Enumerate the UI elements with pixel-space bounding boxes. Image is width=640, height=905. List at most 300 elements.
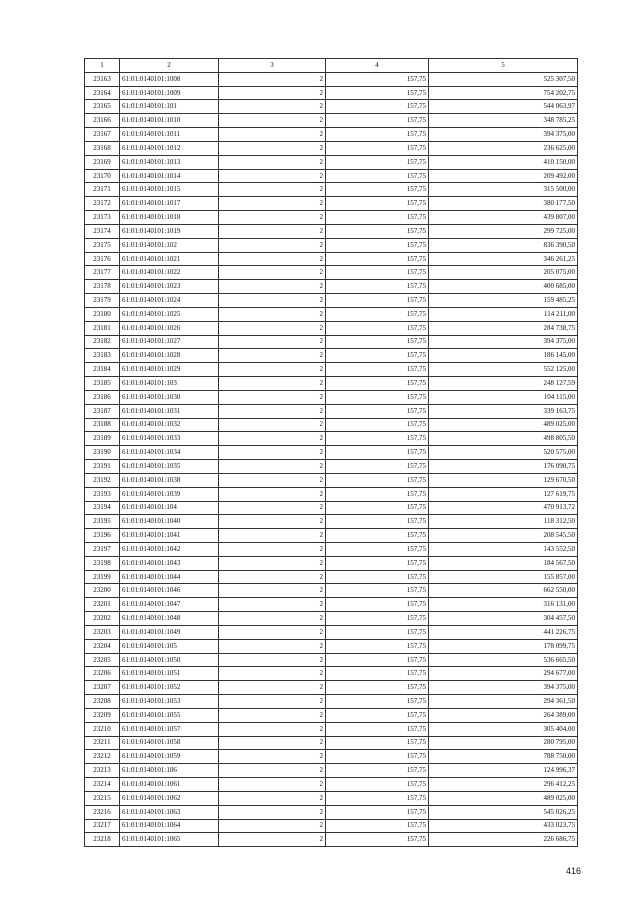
rate-cell: 157,75 [326,764,429,778]
table-row [85,418,578,432]
cadastral-number-cell: 61:01:0140101:1019 [120,224,219,238]
rate-cell: 157,75 [326,100,429,114]
row-number-cell: 23176 [85,252,120,266]
table-row [85,238,578,252]
rate-cell: 157,75 [326,86,429,100]
cadastral-number-cell: 61:01:0140101:1010 [120,114,219,128]
row-number-cell: 23213 [85,764,120,778]
table-row [85,722,578,736]
count-cell: 2 [219,695,326,709]
table-row [85,556,578,570]
table-row [85,542,578,556]
rate-cell: 157,75 [326,584,429,598]
table-row [85,653,578,667]
count-cell: 2 [219,183,326,197]
table-row [85,446,578,460]
count-cell: 2 [219,515,326,529]
value-cell: 294 677,00 [429,667,578,681]
cadastral-number-cell: 61:01:0140101:1053 [120,695,219,709]
rate-cell: 157,75 [326,819,429,833]
table-row [85,114,578,128]
table-row [85,625,578,639]
value-cell: 520 575,00 [429,446,578,460]
cadastral-number-cell: 61:01:0140101:1017 [120,197,219,211]
rate-cell: 157,75 [326,446,429,460]
count-cell: 2 [219,460,326,474]
cadastral-number-cell: 61:01:0140101:105 [120,639,219,653]
count-cell: 2 [219,335,326,349]
table-row [85,307,578,321]
value-cell: 178 099,75 [429,639,578,653]
row-number-cell: 23170 [85,169,120,183]
value-cell: 441 226,75 [429,625,578,639]
table-row [85,169,578,183]
rate-cell: 157,75 [326,377,429,391]
rate-cell: 157,75 [326,667,429,681]
rate-cell: 157,75 [326,653,429,667]
row-number-cell: 23166 [85,114,120,128]
rate-cell: 157,75 [326,169,429,183]
count-cell: 2 [219,542,326,556]
data-table [84,58,578,847]
cadastral-number-cell: 61:01:0140101:1027 [120,335,219,349]
cadastral-number-cell: 61:01:0140101:1014 [120,169,219,183]
rate-cell: 157,75 [326,736,429,750]
row-number-cell: 23180 [85,307,120,321]
row-number-cell: 23182 [85,335,120,349]
value-cell: 498 805,50 [429,432,578,446]
value-cell: 236 625,00 [429,141,578,155]
value-cell: 788 750,00 [429,750,578,764]
rate-cell: 157,75 [326,542,429,556]
cadastral-number-cell: 61:01:0140101:1009 [120,86,219,100]
cadastral-number-cell: 61:01:0140101:1035 [120,460,219,474]
value-cell: 184 567,50 [429,556,578,570]
cadastral-number-cell: 61:01:0140101:1029 [120,363,219,377]
rate-cell: 157,75 [326,72,429,86]
cadastral-number-cell: 61:01:0140101:1047 [120,598,219,612]
cadastral-number-cell: 61:01:0140101:1041 [120,529,219,543]
row-number-cell: 23164 [85,86,120,100]
table-header [85,59,578,73]
row-number-cell: 23198 [85,556,120,570]
row-number-cell: 23177 [85,266,120,280]
count-cell: 2 [219,598,326,612]
table-row [85,86,578,100]
rate-cell: 157,75 [326,487,429,501]
rate-cell: 157,75 [326,224,429,238]
header-row [85,59,578,73]
rate-cell: 157,75 [326,625,429,639]
cadastral-number-cell: 61:01:0140101:1044 [120,570,219,584]
value-cell: 205 075,00 [429,266,578,280]
cadastral-number-cell: 61:01:0140101:1048 [120,612,219,626]
row-number-cell: 23163 [85,72,120,86]
cadastral-number-cell: 61:01:0140101:1049 [120,625,219,639]
count-cell: 2 [219,86,326,100]
column-header-2: 2 [120,59,219,73]
cadastral-number-cell: 61:01:0140101:101 [120,100,219,114]
table-row [85,791,578,805]
count-cell: 2 [219,141,326,155]
table-row [85,183,578,197]
cadastral-number-cell: 61:01:0140101:104 [120,501,219,515]
count-cell: 2 [219,432,326,446]
row-number-cell: 23196 [85,529,120,543]
row-number-cell: 23200 [85,584,120,598]
value-cell: 394 375,00 [429,681,578,695]
row-number-cell: 23197 [85,542,120,556]
table-row [85,155,578,169]
table-row [85,128,578,142]
count-cell: 2 [219,639,326,653]
cadastral-number-cell: 61:01:0140101:1042 [120,542,219,556]
table-row [85,197,578,211]
rate-cell: 157,75 [326,570,429,584]
count-cell: 2 [219,736,326,750]
value-cell: 280 795,00 [429,736,578,750]
value-cell: 662 550,00 [429,584,578,598]
cadastral-number-cell: 61:01:0140101:1015 [120,183,219,197]
count-cell: 2 [219,211,326,225]
table-row [85,280,578,294]
value-cell: 400 685,00 [429,280,578,294]
table-row [85,141,578,155]
row-number-cell: 23181 [85,321,120,335]
table-row [85,805,578,819]
row-number-cell: 23171 [85,183,120,197]
rate-cell: 157,75 [326,833,429,847]
cadastral-number-cell: 61:01:0140101:1033 [120,432,219,446]
row-number-cell: 23175 [85,238,120,252]
count-cell: 2 [219,487,326,501]
count-cell: 2 [219,377,326,391]
count-cell: 2 [219,224,326,238]
cadastral-number-cell: 61:01:0140101:1062 [120,791,219,805]
cadastral-number-cell: 61:01:0140101:1052 [120,681,219,695]
row-number-cell: 23184 [85,363,120,377]
row-number-cell: 23179 [85,294,120,308]
table-row [85,570,578,584]
table-row [85,695,578,709]
rate-cell: 157,75 [326,460,429,474]
rate-cell: 157,75 [326,639,429,653]
row-number-cell: 23189 [85,432,120,446]
rate-cell: 157,75 [326,556,429,570]
row-number-cell: 23203 [85,625,120,639]
table-row [85,639,578,653]
table-row [85,363,578,377]
count-cell: 2 [219,791,326,805]
value-cell: 315 500,00 [429,183,578,197]
rate-cell: 157,75 [326,708,429,722]
value-cell: 410 150,00 [429,155,578,169]
cadastral-number-cell: 61:01:0140101:1064 [120,819,219,833]
value-cell: 143 552,50 [429,542,578,556]
count-cell: 2 [219,363,326,377]
rate-cell: 157,75 [326,321,429,335]
count-cell: 2 [219,667,326,681]
rate-cell: 157,75 [326,529,429,543]
rate-cell: 157,75 [326,501,429,515]
row-number-cell: 23188 [85,418,120,432]
cadastral-number-cell: 61:01:0140101:1023 [120,280,219,294]
value-cell: 129 670,50 [429,473,578,487]
value-cell: 544 063,97 [429,100,578,114]
count-cell: 2 [219,294,326,308]
value-cell: 176 090,75 [429,460,578,474]
rate-cell: 157,75 [326,612,429,626]
value-cell: 155 857,00 [429,570,578,584]
cadastral-number-cell: 61:01:0140101:1018 [120,211,219,225]
table-row [85,252,578,266]
count-cell: 2 [219,833,326,847]
value-cell: 294 361,50 [429,695,578,709]
count-cell: 2 [219,805,326,819]
count-cell: 2 [219,556,326,570]
cadastral-number-cell: 61:01:0140101:1046 [120,584,219,598]
cadastral-number-cell: 61:01:0140101:1011 [120,128,219,142]
rate-cell: 157,75 [326,114,429,128]
value-cell: 348 785,25 [429,114,578,128]
value-cell: 754 202,75 [429,86,578,100]
value-cell: 104 115,00 [429,390,578,404]
cadastral-number-cell: 61:01:0140101:1022 [120,266,219,280]
row-number-cell: 23168 [85,141,120,155]
cadastral-number-cell: 61:01:0140101:1055 [120,708,219,722]
rate-cell: 157,75 [326,750,429,764]
value-cell: 299 725,00 [429,224,578,238]
cadastral-number-cell: 61:01:0140101:1026 [120,321,219,335]
rate-cell: 157,75 [326,722,429,736]
row-number-cell: 23210 [85,722,120,736]
count-cell: 2 [219,390,326,404]
value-cell: 316 131,00 [429,598,578,612]
table-row [85,667,578,681]
cadastral-number-cell: 61:01:0140101:1061 [120,778,219,792]
row-number-cell: 23174 [85,224,120,238]
table-row [85,612,578,626]
count-cell: 2 [219,473,326,487]
table-row [85,501,578,515]
table-row [85,598,578,612]
cadastral-number-cell: 61:01:0140101:1034 [120,446,219,460]
value-cell: 208 545,50 [429,529,578,543]
table-row [85,708,578,722]
value-cell: 264 389,00 [429,708,578,722]
table-row [85,473,578,487]
count-cell: 2 [219,446,326,460]
table-row [85,72,578,86]
rate-cell: 157,75 [326,349,429,363]
table-row [85,736,578,750]
count-cell: 2 [219,266,326,280]
cadastral-number-cell: 61:01:0140101:1040 [120,515,219,529]
cadastral-number-cell: 61:01:0140101:1030 [120,390,219,404]
count-cell: 2 [219,128,326,142]
row-number-cell: 23183 [85,349,120,363]
value-cell: 339 163,75 [429,404,578,418]
value-cell: 489 025,00 [429,418,578,432]
row-number-cell: 23185 [85,377,120,391]
count-cell: 2 [219,349,326,363]
cadastral-number-cell: 61:01:0140101:1024 [120,294,219,308]
table-row [85,515,578,529]
count-cell: 2 [219,321,326,335]
row-number-cell: 23204 [85,639,120,653]
row-number-cell: 23191 [85,460,120,474]
row-number-cell: 23218 [85,833,120,847]
value-cell: 346 261,25 [429,252,578,266]
count-cell: 2 [219,307,326,321]
cadastral-number-cell: 61:01:0140101:1012 [120,141,219,155]
rate-cell: 157,75 [326,695,429,709]
count-cell: 2 [219,764,326,778]
cadastral-number-cell: 61:01:0140101:102 [120,238,219,252]
count-cell: 2 [219,197,326,211]
cadastral-number-cell: 61:01:0140101:1065 [120,833,219,847]
rate-cell: 157,75 [326,266,429,280]
rate-cell: 157,75 [326,280,429,294]
table-row [85,529,578,543]
value-cell: 118 312,50 [429,515,578,529]
count-cell: 2 [219,584,326,598]
rate-cell: 157,75 [326,404,429,418]
count-cell: 2 [219,778,326,792]
rate-cell: 157,75 [326,473,429,487]
table-row [85,487,578,501]
count-cell: 2 [219,169,326,183]
table-row [85,681,578,695]
rate-cell: 157,75 [326,252,429,266]
value-cell: 545 026,25 [429,805,578,819]
row-number-cell: 23211 [85,736,120,750]
rate-cell: 157,75 [326,778,429,792]
rate-cell: 157,75 [326,238,429,252]
count-cell: 2 [219,418,326,432]
row-number-cell: 23165 [85,100,120,114]
value-cell: 159 485,25 [429,294,578,308]
value-cell: 186 145,00 [429,349,578,363]
rate-cell: 157,75 [326,363,429,377]
value-cell: 248 127,59 [429,377,578,391]
cadastral-number-cell: 61:01:0140101:1039 [120,487,219,501]
rate-cell: 157,75 [326,390,429,404]
row-number-cell: 23206 [85,667,120,681]
count-cell: 2 [219,653,326,667]
value-cell: 394 375,00 [429,335,578,349]
row-number-cell: 23193 [85,487,120,501]
rate-cell: 157,75 [326,515,429,529]
row-number-cell: 23214 [85,778,120,792]
row-number-cell: 23202 [85,612,120,626]
table-body [85,72,578,846]
row-number-cell: 23217 [85,819,120,833]
rate-cell: 157,75 [326,155,429,169]
row-number-cell: 23186 [85,390,120,404]
column-header-4: 4 [326,59,429,73]
row-number-cell: 23190 [85,446,120,460]
rate-cell: 157,75 [326,418,429,432]
count-cell: 2 [219,612,326,626]
row-number-cell: 23192 [85,473,120,487]
row-number-cell: 23216 [85,805,120,819]
value-cell: 124 996,37 [429,764,578,778]
row-number-cell: 23195 [85,515,120,529]
rate-cell: 157,75 [326,294,429,308]
count-cell: 2 [219,750,326,764]
table-row [85,224,578,238]
column-header-1: 1 [85,59,120,73]
row-number-cell: 23209 [85,708,120,722]
count-cell: 2 [219,155,326,169]
cadastral-number-cell: 61:01:0140101:1032 [120,418,219,432]
count-cell: 2 [219,238,326,252]
row-number-cell: 23194 [85,501,120,515]
count-cell: 2 [219,819,326,833]
cadastral-number-cell: 61:01:0140101:1057 [120,722,219,736]
rate-cell: 157,75 [326,183,429,197]
row-number-cell: 23215 [85,791,120,805]
row-number-cell: 23201 [85,598,120,612]
cadastral-number-cell: 61:01:0140101:1013 [120,155,219,169]
page-number: 416 [566,866,582,876]
value-cell: 470 913,72 [429,501,578,515]
count-cell: 2 [219,280,326,294]
count-cell: 2 [219,404,326,418]
cadastral-number-cell: 61:01:0140101:1050 [120,653,219,667]
table-row [85,819,578,833]
count-cell: 2 [219,722,326,736]
table-row [85,460,578,474]
row-number-cell: 23212 [85,750,120,764]
count-cell: 2 [219,100,326,114]
rate-cell: 157,75 [326,307,429,321]
row-number-cell: 23173 [85,211,120,225]
rate-cell: 157,75 [326,141,429,155]
cadastral-number-cell: 61:01:0140101:1021 [120,252,219,266]
cadastral-number-cell: 61:01:0140101:1051 [120,667,219,681]
value-cell: 433 023,75 [429,819,578,833]
count-cell: 2 [219,72,326,86]
table-row [85,404,578,418]
table-row [85,833,578,847]
cadastral-number-cell: 61:01:0140101:1063 [120,805,219,819]
table-row [85,750,578,764]
cadastral-number-cell: 61:01:0140101:1008 [120,72,219,86]
row-number-cell: 23187 [85,404,120,418]
rate-cell: 157,75 [326,128,429,142]
row-number-cell: 23207 [85,681,120,695]
count-cell: 2 [219,570,326,584]
table-row [85,349,578,363]
count-cell: 2 [219,501,326,515]
rate-cell: 157,75 [326,197,429,211]
value-cell: 226 686,75 [429,833,578,847]
column-header-3: 3 [219,59,326,73]
value-cell: 394 375,00 [429,128,578,142]
value-cell: 525 307,50 [429,72,578,86]
row-number-cell: 23169 [85,155,120,169]
cadastral-number-cell: 61:01:0140101:1043 [120,556,219,570]
cadastral-number-cell: 61:01:0140101:1059 [120,750,219,764]
column-header-5: 5 [429,59,578,73]
value-cell: 836 390,50 [429,238,578,252]
rate-cell: 157,75 [326,791,429,805]
rate-cell: 157,75 [326,432,429,446]
table-row [85,377,578,391]
table-row [85,266,578,280]
